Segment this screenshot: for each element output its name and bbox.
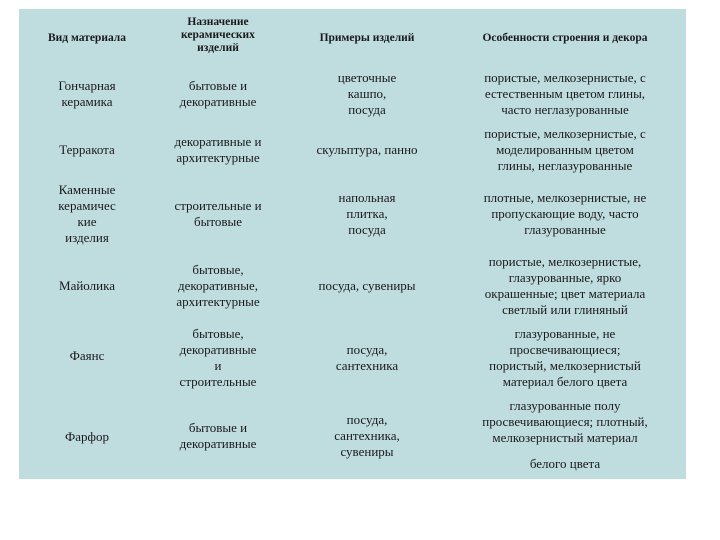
row5-material: Фаянс	[69, 348, 105, 363]
row1-features: пористые, мелкозернистые, с естественным цветом глины, часто неглазурованные	[484, 70, 646, 117]
row4-purpose: бытовые, декоративные, архитектурные	[176, 262, 260, 309]
row3-purpose: строительные и бытовые	[174, 198, 262, 229]
row1-material: Гончарная керамика	[58, 78, 116, 109]
row2-examples: скульптура, панно	[316, 142, 418, 157]
row3-features: плотные, мелкозернистые, не пропускающие воду, часто глазурованные	[483, 190, 647, 237]
row5-examples: посуда, сантехника	[335, 342, 399, 373]
row6-material: Фарфор	[65, 429, 109, 444]
row2-material: Терракота	[59, 142, 115, 157]
row6-examples: посуда, сантехника, сувениры	[334, 412, 400, 459]
row6-features: глазурованные полу просвечивающиеся; плотный, мелкозернистый материал	[482, 398, 648, 445]
row5-purpose: бытовые, декоративные и строительные	[179, 326, 257, 389]
row2-features: пористые, мелкозернистые, с моделированным цветом глины, неглазурованные	[484, 126, 646, 173]
row2-purpose: декоративные и архитектурные	[174, 134, 262, 165]
row4-examples: посуда, сувениры	[318, 278, 416, 293]
row1-purpose: бытовые и декоративные	[179, 78, 257, 109]
header-examples: Примеры изделий	[319, 32, 415, 44]
row3-examples: напольная плитка, посуда	[338, 190, 396, 237]
row4-material: Майолика	[59, 278, 115, 293]
header-purpose: Назначение керамических изделий	[181, 16, 255, 54]
row6-features-extra: белого цвета	[529, 456, 601, 471]
row4-features: пористые, мелкозернистые, глазурованные, ярко окрашенные; цвет материала светлый или глиняный	[484, 254, 646, 317]
materials-table	[19, 9, 686, 479]
row1-examples: цветочные кашпо, посуда	[337, 70, 397, 117]
row3-material: Каменные керамичес кие изделия	[58, 182, 116, 245]
row6-purpose: бытовые и декоративные	[179, 420, 257, 451]
header-features: Особенности строения и декора	[482, 32, 648, 44]
header-material-type: Вид материала	[47, 32, 127, 44]
row5-features: глазурованные, не просвечивающиеся; пористый, мелкозернистый материал белого цвета	[489, 326, 641, 389]
